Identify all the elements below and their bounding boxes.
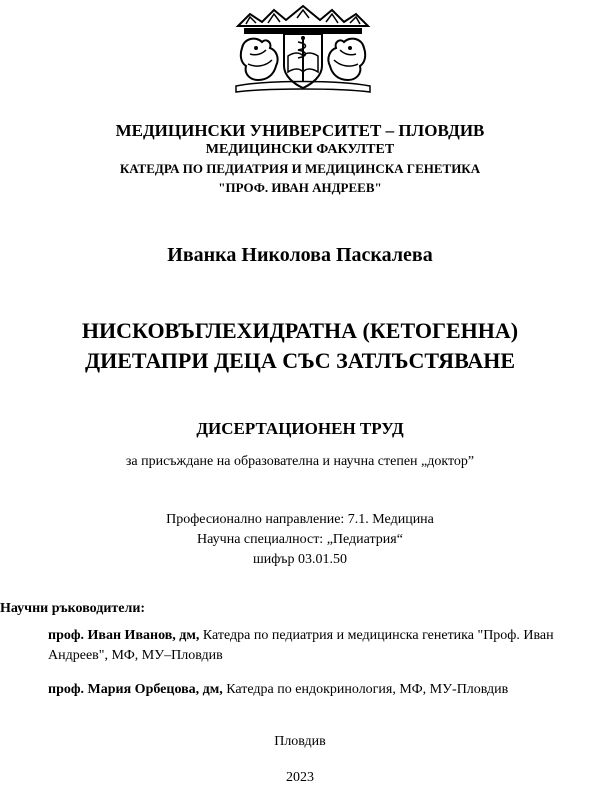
degree-subtitle: за присъждане на образователна и научна степен „доктор”	[125, 454, 475, 469]
supervisor-name: проф. Мария Орбецова, дм,	[48, 682, 223, 697]
supervisors-heading: Научни ръководители:	[0, 601, 146, 616]
department-name: КАТЕДРА ПО ПЕДИАТРИЯ И МЕДИЦИНСКА ГЕНЕТИКА	[119, 161, 481, 176]
supervisor-entry	[48, 626, 600, 666]
supervisor-entry	[48, 680, 600, 700]
year: 2023	[286, 770, 314, 785]
city: Пловдив	[274, 734, 326, 749]
specialty-code: шифър 03.01.50	[252, 552, 348, 567]
supervisor-affiliation: Катедра по ендокринология, МФ, МУ-Пловдив	[222, 682, 509, 697]
document-type: ДИСЕРТАЦИОНЕН ТРУД	[196, 419, 404, 438]
university-crest-icon	[228, 4, 378, 94]
professional-field: Професионално направление: 7.1. Медицина	[166, 512, 434, 527]
scientific-specialty: Научна специалност: „Педиатрия“	[197, 532, 403, 547]
department-named-after: "ПРОФ. ИВАН АНДРЕЕВ"	[218, 180, 382, 195]
thesis-title-line-1: НИСКОВЪГЛЕХИДРАТНА (КЕТОГЕННА)	[81, 318, 519, 343]
faculty-name: МЕДИЦИНСКИ ФАКУЛТЕТ	[205, 142, 395, 157]
thesis-title-line-2: ДИЕТАПРИ ДЕЦА СЪС ЗАТЛЪСТЯВАНЕ	[84, 348, 516, 373]
supervisor-affiliation: Катедра по педиатрия и медицинска генетика "Проф. Иван Андреев", МФ, МУ–Пловдив	[48, 628, 554, 663]
author-name: Иванка Николова Паскалева	[167, 244, 433, 266]
university-name: МЕДИЦИНСКИ УНИВЕРСИТЕТ – ПЛОВДИВ	[115, 121, 485, 140]
supervisor-name: проф. Иван Иванов, дм,	[48, 628, 200, 643]
